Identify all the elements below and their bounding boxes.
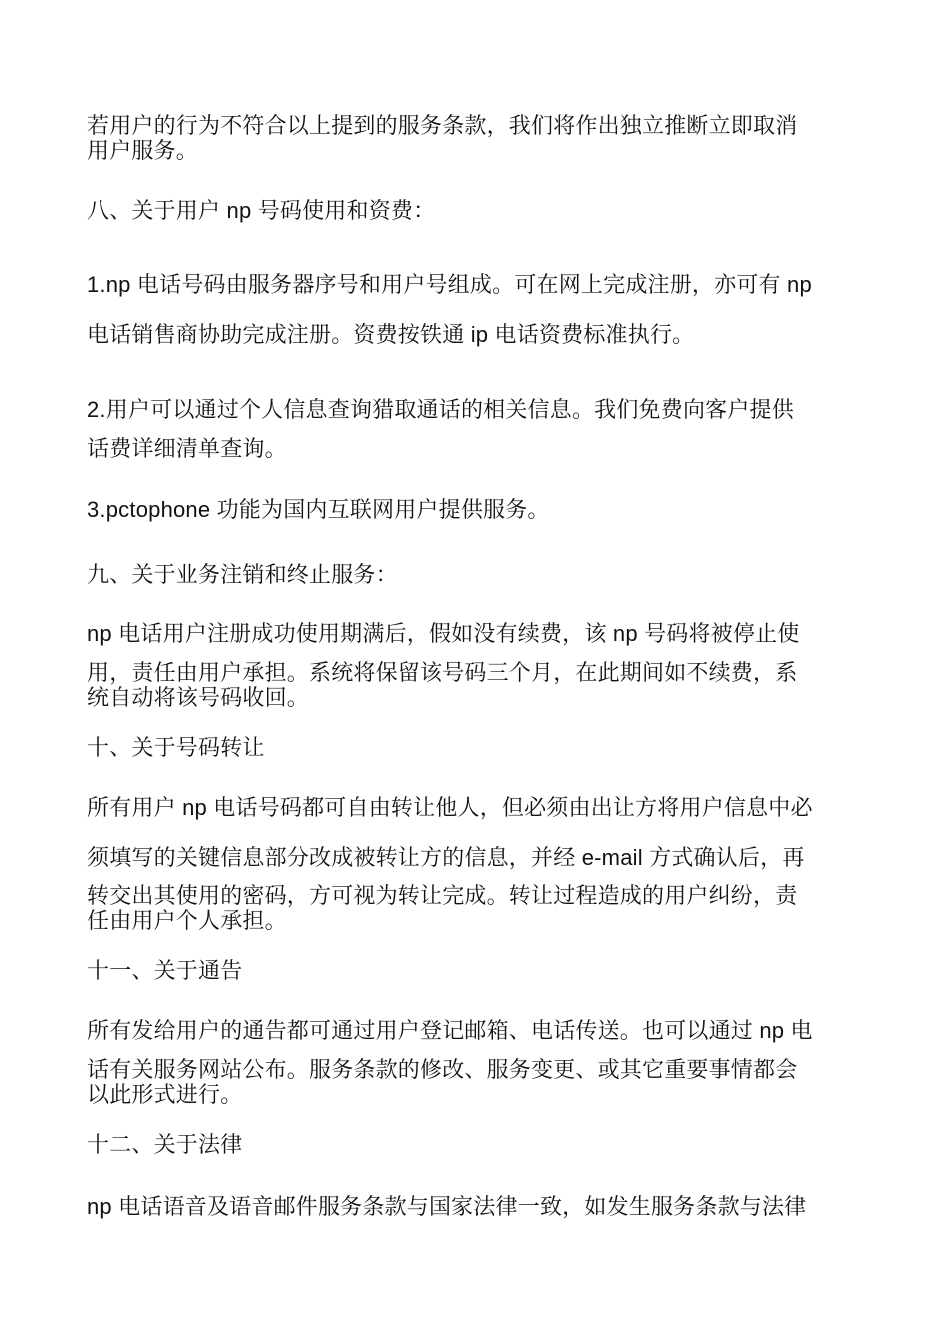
section-heading: 八、关于用户 np 号码使用和资费： <box>87 198 436 223</box>
paragraph-line: 所有用户 np 电话号码都可自由转让他人，但必须由出让方将用户信息中必 <box>87 795 813 820</box>
paragraph-line: 2.用户可以通过个人信息查询猎取通话的相关信息。我们免费向客户提供 <box>87 397 794 422</box>
section-heading: 十一、关于通告 <box>87 958 243 983</box>
paragraph-line: 转交出其使用的密码，方可视为转让完成。转让过程造成的用户纠纷，责 <box>87 883 798 908</box>
section-heading: 十、关于号码转让 <box>87 735 265 760</box>
paragraph-line: 统自动将该号码收回。 <box>87 685 310 710</box>
paragraph-line: np 电话语音及语音邮件服务条款与国家法律一致，如发生服务条款与法律 <box>87 1194 807 1219</box>
paragraph-line: 任由用户个人承担。 <box>87 908 287 933</box>
paragraph-line: 若用户的行为不符合以上提到的服务条款，我们将作出独立推断立即取消 <box>87 113 798 138</box>
section-heading: 九、关于业务注销和终止服务： <box>87 562 398 587</box>
paragraph-line: 所有发给用户的通告都可通过用户登记邮箱、电话传送。也可以通过 np 电 <box>87 1018 813 1043</box>
paragraph-line: 用户服务。 <box>87 138 199 163</box>
paragraph-line: 须填写的关键信息部分改成被转让方的信息，并经 e-mail 方式确认后，再 <box>87 845 805 870</box>
paragraph-line: 电话销售商协助完成注册。资费按铁通 ip 电话资费标准执行。 <box>87 322 695 347</box>
paragraph-line: 3.pctophone 功能为国内互联网用户提供服务。 <box>87 497 550 522</box>
paragraph-line: 话有关服务网站公布。服务条款的修改、服务变更、或其它重要事情都会 <box>87 1057 798 1082</box>
paragraph-line: 用，责任由用户承担。系统将保留该号码三个月，在此期间如不续费，系 <box>87 660 798 685</box>
paragraph-line: np 电话用户注册成功使用期满后，假如没有续费，该 np 号码将被停止使 <box>87 621 800 646</box>
paragraph-line: 话费详细清单查询。 <box>87 436 287 461</box>
section-heading: 十二、关于法律 <box>87 1132 243 1157</box>
paragraph-line: 以此形式进行。 <box>87 1082 243 1107</box>
paragraph-line: 1.np 电话号码由服务器序号和用户号组成。可在网上完成注册，亦可有 np <box>87 272 812 297</box>
